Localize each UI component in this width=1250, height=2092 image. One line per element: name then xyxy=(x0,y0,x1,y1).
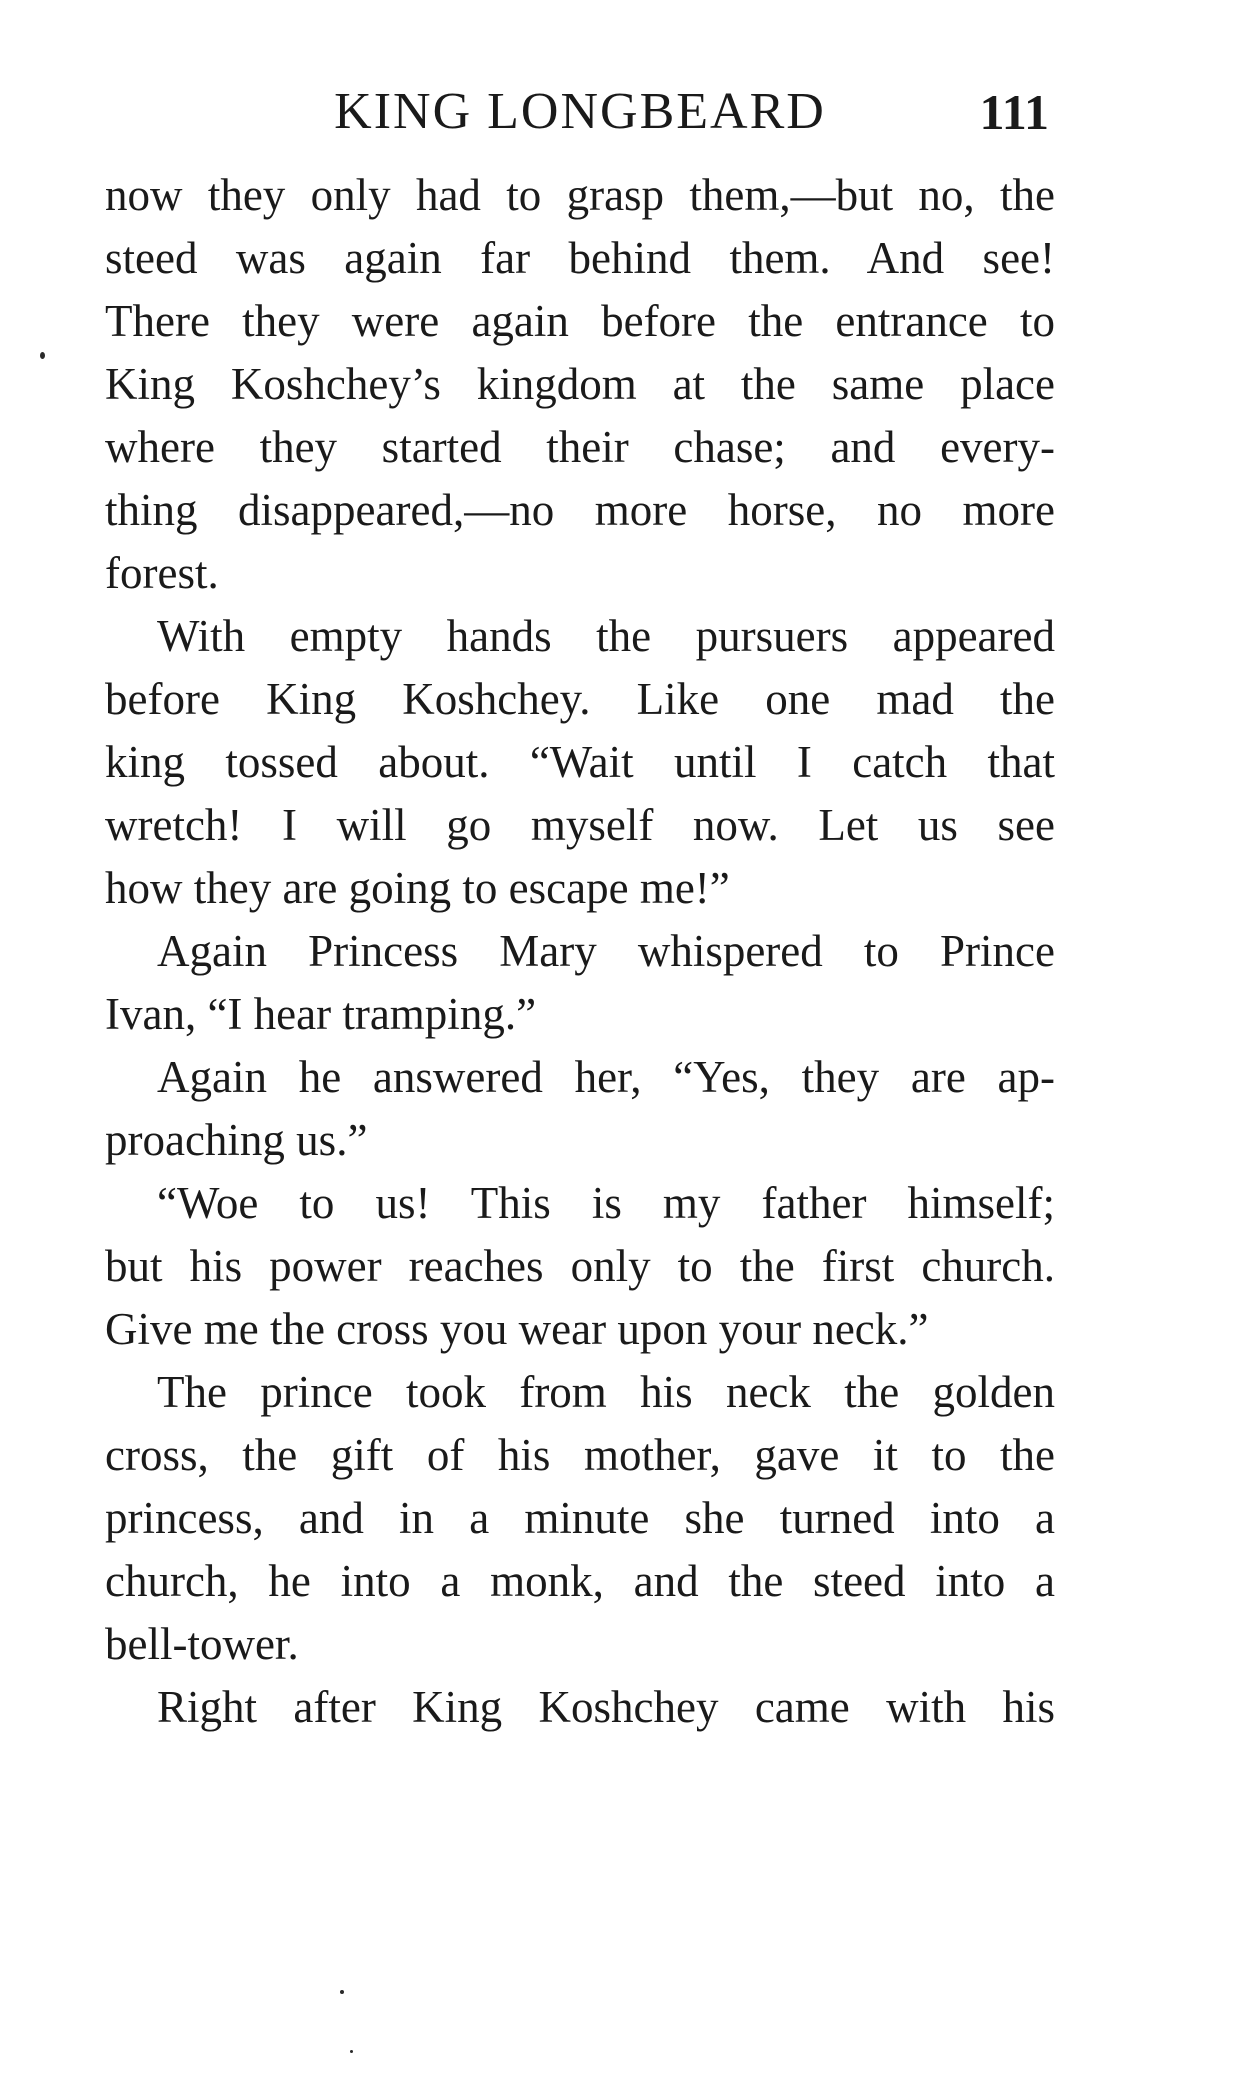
text-line: bell-tower. xyxy=(105,1619,299,1669)
text-line: forest. xyxy=(105,548,219,598)
text-line: cross, the gift of his mother, gave it to the xyxy=(105,1430,1055,1480)
body-text xyxy=(105,164,1055,1739)
text-line: “Woe to us! This is my father himself; xyxy=(157,1178,1055,1228)
text-line: With empty hands the pursuers appeared xyxy=(157,611,1055,661)
paragraph xyxy=(105,605,1055,920)
text-line: Ivan, “I hear tramping.” xyxy=(105,989,537,1039)
text-line: church, he into a monk, and the steed into a xyxy=(105,1556,1055,1606)
page-number: 111 xyxy=(979,84,1049,140)
text-line: Right after King Koshchey came with his xyxy=(157,1682,1055,1732)
text-line: thing disappeared,—no more horse, no more xyxy=(105,485,1055,535)
print-speck xyxy=(340,1990,344,1994)
text-line: Give me the cross you wear upon your neck.” xyxy=(105,1304,929,1354)
paragraph xyxy=(105,1361,1055,1676)
text-line: before King Koshchey. Like one mad the xyxy=(105,674,1055,724)
running-head xyxy=(105,82,1055,142)
text-line: King Koshchey’s kingdom at the same place xyxy=(105,359,1055,409)
text-line: wretch! I will go myself now. Let us see xyxy=(105,800,1055,850)
text-line: Again Princess Mary whispered to Prince xyxy=(157,926,1055,976)
text-line: how they are going to escape me!” xyxy=(105,863,730,913)
paragraph xyxy=(105,1172,1055,1361)
text-line: now they only had to grasp them,—but no, the xyxy=(105,170,1055,220)
text-line: proaching us.” xyxy=(105,1115,368,1165)
paragraph xyxy=(105,164,1055,605)
print-speck xyxy=(40,352,45,359)
running-title: KING LONGBEARD xyxy=(334,83,826,140)
text-line: king tossed about. “Wait until I catch that xyxy=(105,737,1055,787)
text-line: There they were again before the entrance to xyxy=(105,296,1055,346)
print-speck xyxy=(350,2050,353,2053)
text-line: The prince took from his neck the golden xyxy=(157,1367,1055,1417)
text-line: but his power reaches only to the first church. xyxy=(105,1241,1055,1291)
text-line: Again he answered her, “Yes, they are ap- xyxy=(157,1052,1055,1102)
paragraph xyxy=(105,1046,1055,1172)
paragraph xyxy=(105,920,1055,1046)
paragraph xyxy=(105,1676,1055,1739)
text-line: steed was again far behind them. And see! xyxy=(105,233,1055,283)
text-line: princess, and in a minute she turned into a xyxy=(105,1493,1055,1543)
text-line: where they started their chase; and every- xyxy=(105,422,1055,472)
